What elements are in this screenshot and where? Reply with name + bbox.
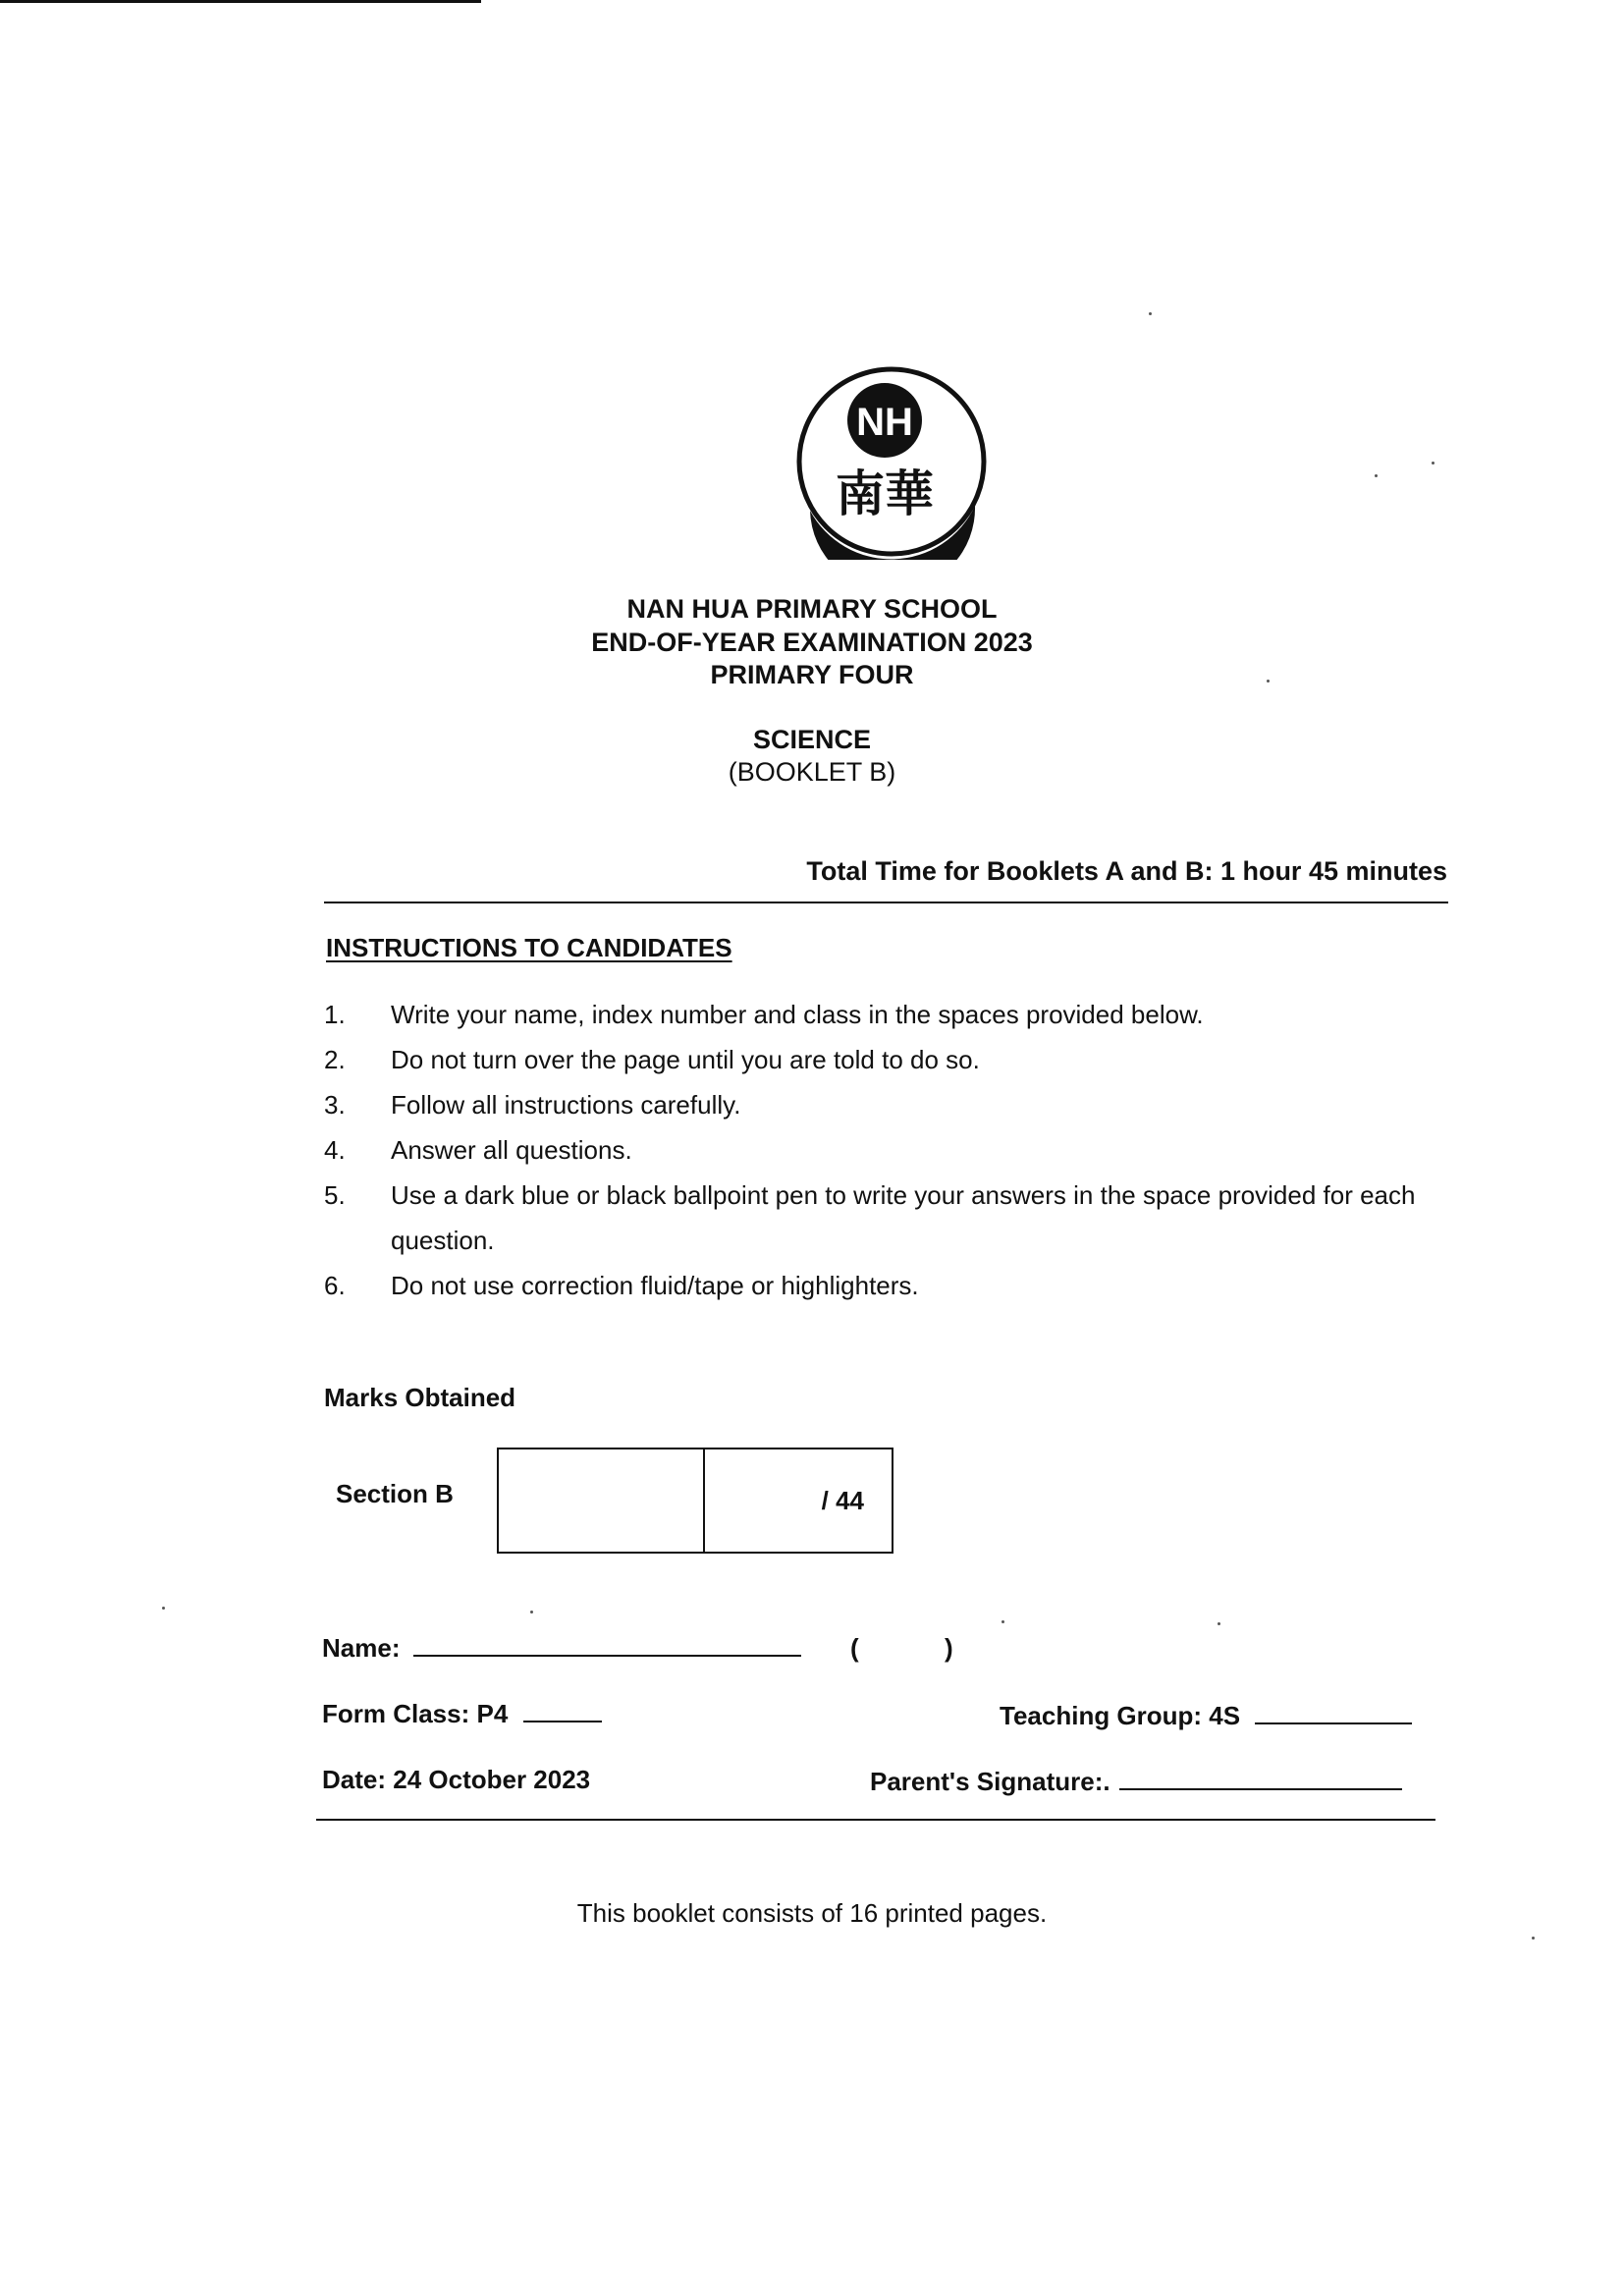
school-logo: [788, 363, 995, 560]
instruction-item: [324, 992, 1453, 1037]
parent-signature-field: [870, 1767, 1402, 1797]
total-time: Total Time for Booklets A and B: 1 hour 45 minutes: [806, 856, 1447, 886]
instructions-list: [324, 992, 1453, 1308]
scan-speck: [1149, 312, 1152, 315]
scan-edge-line: [0, 0, 481, 3]
logo-monogram: NH: [856, 401, 913, 444]
instruction-text: Do not turn over the page until you are told to do so.: [391, 1045, 980, 1074]
subject-title: SCIENCE: [752, 725, 872, 754]
marks-entry-cell[interactable]: [499, 1449, 705, 1552]
instruction-item: [324, 1173, 1453, 1263]
scan-speck: [1375, 474, 1378, 477]
teaching-group-blank[interactable]: [1255, 1721, 1412, 1724]
scan-speck: [1432, 462, 1435, 465]
marks-obtained-label: Marks Obtained: [324, 1383, 516, 1412]
instruction-number: 2.: [324, 1045, 346, 1074]
school-name: NAN HUA PRIMARY SCHOOL: [626, 594, 998, 624]
page-count-note: This booklet consists of 16 printed pages.: [576, 1898, 1048, 1928]
marks-total: / 44: [821, 1485, 864, 1515]
instruction-text: Do not use correction fluid/tape or highlighters.: [391, 1271, 919, 1300]
instruction-item: [324, 1127, 1453, 1173]
instruction-text: Write your name, index number and class in the spaces provided below.: [391, 1000, 1204, 1029]
instructions-heading: INSTRUCTIONS TO CANDIDATES: [326, 933, 732, 962]
index-paren-close: ): [945, 1633, 953, 1663]
instruction-text: Follow all instructions carefully.: [391, 1090, 741, 1120]
instruction-number: 1.: [324, 1000, 346, 1029]
instruction-item: [324, 1263, 1453, 1308]
scan-speck: [1218, 1622, 1220, 1625]
scan-speck: [1532, 1937, 1535, 1940]
instruction-number: 5.: [324, 1180, 346, 1210]
instruction-number: 6.: [324, 1271, 346, 1300]
marks-box: [497, 1448, 893, 1554]
divider-bottom: [316, 1819, 1435, 1821]
teaching-group-label: Teaching Group: 4S: [1000, 1701, 1241, 1730]
index-paren-open: (: [850, 1633, 859, 1663]
instruction-number: 4.: [324, 1135, 346, 1165]
teaching-group-field: [1000, 1701, 1412, 1731]
divider-top: [324, 902, 1448, 903]
date-field: Date: 24 October 2023: [322, 1765, 591, 1794]
parent-signature-label: Parent's Signature:.: [870, 1767, 1110, 1796]
form-class-field: [322, 1699, 602, 1729]
name-blank[interactable]: [413, 1653, 801, 1657]
instruction-number: 3.: [324, 1090, 346, 1120]
scan-speck: [530, 1611, 533, 1613]
exam-title: END-OF-YEAR EXAMINATION 2023: [591, 628, 1033, 657]
scan-speck: [162, 1607, 165, 1610]
form-class-label: Form Class: P4: [322, 1699, 509, 1728]
section-b-label: Section B: [336, 1479, 454, 1508]
instruction-item: [324, 1037, 1453, 1082]
instruction-item: [324, 1082, 1453, 1127]
level-title: PRIMARY FOUR: [710, 660, 914, 689]
logo-chinese-text: 南華: [836, 465, 934, 522]
instruction-text: Use a dark blue or black ballpoint pen to write your answers in the space provided for each question.: [391, 1180, 1416, 1255]
instruction-text: Answer all questions.: [391, 1135, 632, 1165]
booklet-label: (BOOKLET B): [728, 757, 896, 787]
form-class-blank[interactable]: [523, 1719, 602, 1722]
scan-speck: [1001, 1620, 1004, 1623]
parent-signature-blank[interactable]: [1119, 1786, 1402, 1790]
name-field: [322, 1633, 801, 1664]
scan-speck: [1267, 680, 1270, 683]
name-label: Name:: [322, 1633, 401, 1663]
